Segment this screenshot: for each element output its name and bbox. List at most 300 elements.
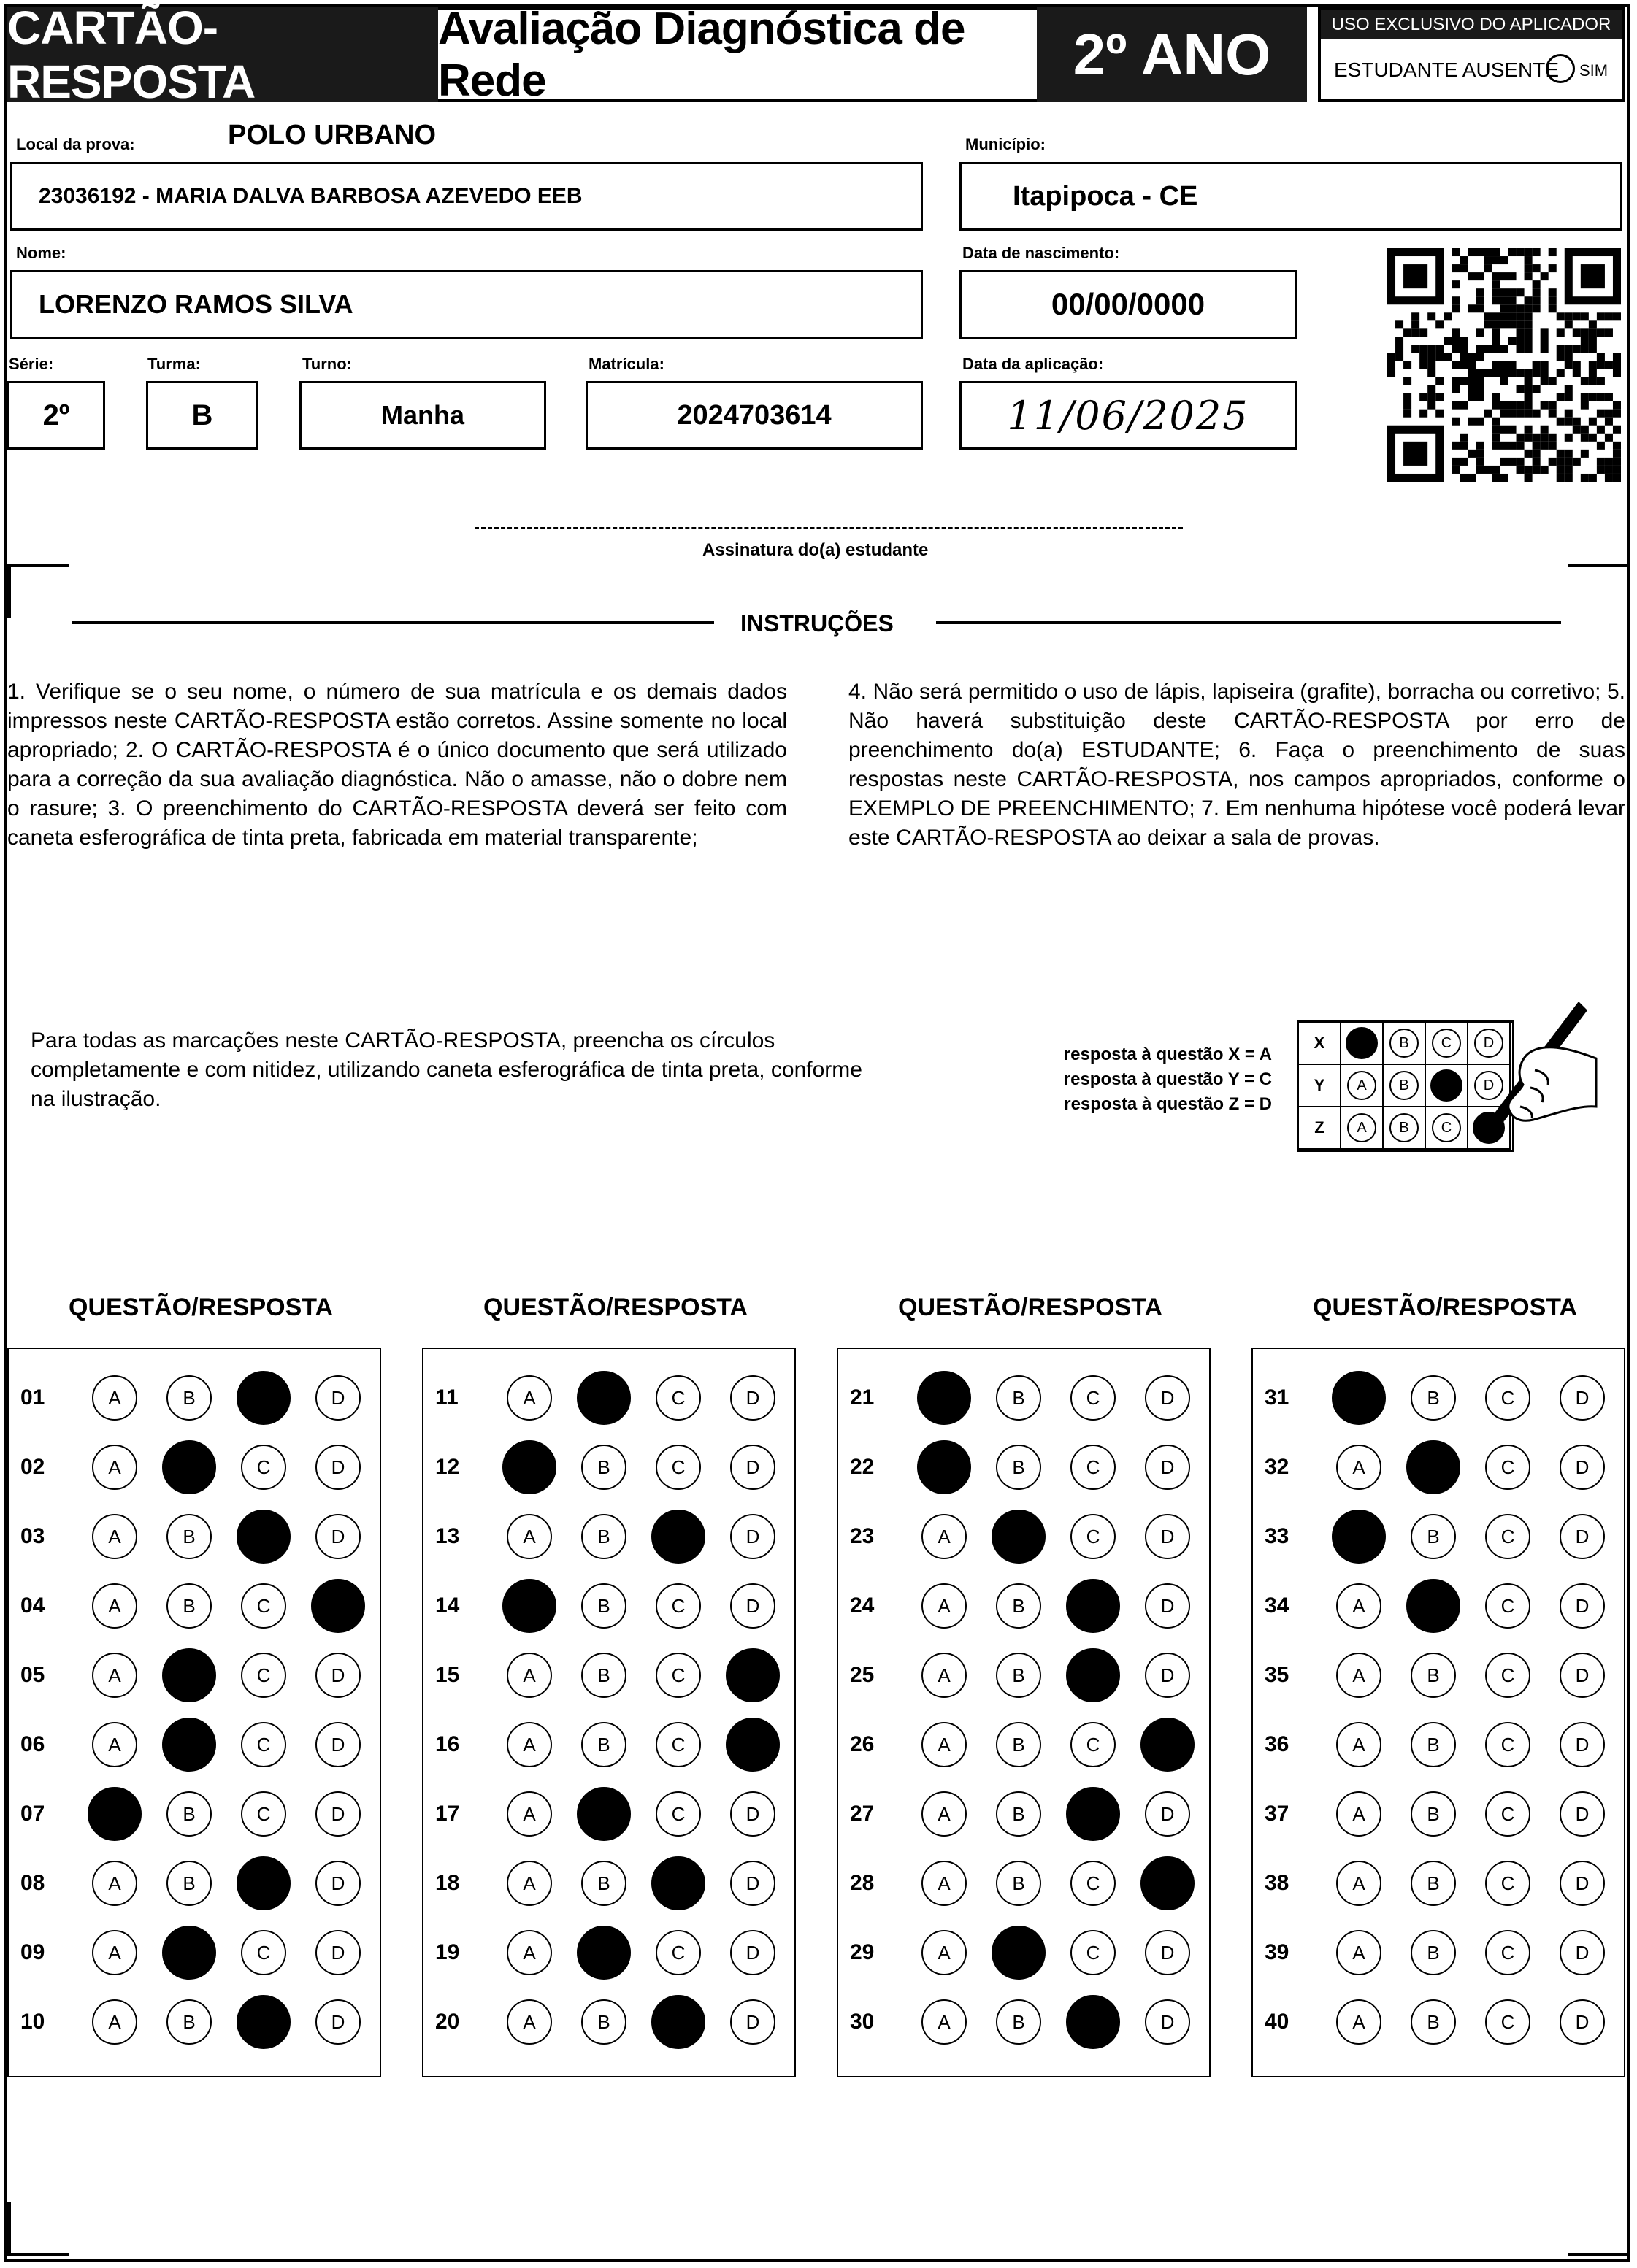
bubble-letter: C	[1500, 1733, 1515, 1756]
bubble-letter: C	[1500, 1941, 1515, 1964]
answer-bubble-b[interactable]	[162, 1926, 216, 1980]
bubble-letter: B	[597, 1872, 610, 1894]
example-line: resposta à questão Y = C	[1063, 1069, 1272, 1089]
answer-bubble-d[interactable]	[1560, 1861, 1605, 1906]
answer-bubble-c[interactable]	[1485, 1583, 1530, 1629]
answer-panel	[837, 1348, 1211, 2077]
answer-bubble-d[interactable]	[1140, 1718, 1195, 1772]
answer-bubble-a[interactable]	[921, 1930, 967, 1975]
serie-label: Série:	[9, 355, 54, 373]
bubble-letter: A	[523, 1802, 536, 1825]
answer-bubble-b[interactable]	[581, 1514, 626, 1559]
matricula-value: 2024703614	[677, 399, 832, 431]
bubble-letter: C	[256, 1733, 271, 1756]
answer-bubble-a[interactable]	[1336, 1791, 1381, 1837]
answer-bubble-a[interactable]	[92, 1583, 137, 1629]
answer-bubble-c[interactable]	[656, 1930, 701, 1975]
answer-bubble-b[interactable]	[992, 1510, 1046, 1564]
answer-bubble-b[interactable]	[996, 1791, 1041, 1837]
answer-bubble-c[interactable]	[1070, 1514, 1116, 1559]
answer-bubble-c[interactable]	[1070, 1930, 1116, 1975]
answer-bubble-d[interactable]	[1560, 1375, 1605, 1421]
answer-bubble-c[interactable]	[237, 1856, 291, 1910]
example-bubble-letter: C	[1441, 1119, 1452, 1136]
answer-bubble-d[interactable]	[1560, 1722, 1605, 1767]
bubble-letter: C	[671, 1594, 686, 1617]
answer-bubble-c[interactable]	[1070, 1375, 1116, 1421]
answer-bubble-b[interactable]	[577, 1787, 631, 1841]
answer-bubble-c[interactable]	[237, 1510, 291, 1564]
answer-bubble-a[interactable]	[507, 1861, 552, 1906]
answer-bubble-a[interactable]	[507, 1722, 552, 1767]
answer-bubble-a[interactable]	[921, 1653, 967, 1698]
answer-bubble-a[interactable]	[92, 1722, 137, 1767]
bubble-letter: B	[1012, 1456, 1025, 1478]
bubble-letter: C	[1500, 1802, 1515, 1825]
bubble-letter: A	[1352, 1802, 1365, 1825]
bubble-letter: D	[1575, 2010, 1590, 2033]
answer-bubble-b[interactable]	[581, 1861, 626, 1906]
answer-bubble-a[interactable]	[1336, 1861, 1381, 1906]
bubble-letter: C	[256, 1664, 271, 1686]
answer-bubble-b[interactable]	[1411, 1791, 1456, 1837]
answer-bubble-c[interactable]	[1066, 1579, 1120, 1633]
card-title: CARTÃO-RESPOSTA	[7, 7, 438, 102]
bubble-letter: A	[523, 2010, 536, 2033]
question-number: 05	[20, 1663, 45, 1687]
answer-bubble-a[interactable]	[92, 1930, 137, 1975]
answer-bubble-c[interactable]	[1485, 1722, 1530, 1767]
answer-bubble-b[interactable]	[162, 1648, 216, 1702]
example-bubble-letter: B	[1399, 1034, 1409, 1051]
answer-bubble-d[interactable]	[315, 1375, 361, 1421]
bubble-letter: D	[331, 1872, 345, 1894]
bubble-letter: A	[108, 1386, 121, 1409]
bubble-letter: A	[1352, 1872, 1365, 1894]
bubble-letter: A	[1352, 1594, 1365, 1617]
question-number: 18	[435, 1871, 460, 1895]
answer-header: QUESTÃO/RESPOSTA	[69, 1293, 334, 1321]
answer-bubble-a[interactable]	[921, 1583, 967, 1629]
bubble-letter: C	[1500, 1525, 1515, 1548]
answer-bubble-a[interactable]	[507, 1375, 552, 1421]
bubble-letter: D	[745, 1802, 760, 1825]
answer-bubble-d[interactable]	[315, 1791, 361, 1837]
example-cell	[1341, 1107, 1384, 1150]
corner-mark	[7, 2202, 69, 2256]
answer-bubble-d[interactable]	[1145, 1514, 1190, 1559]
bubble-letter: D	[331, 1941, 345, 1964]
answer-bubble-b[interactable]	[996, 1653, 1041, 1698]
answer-bubble-a[interactable]	[1332, 1371, 1386, 1425]
answer-bubble-a[interactable]	[917, 1440, 971, 1494]
exam-title: Avaliação Diagnóstica de Rede	[438, 7, 1037, 102]
answer-bubble-b[interactable]	[581, 1445, 626, 1490]
bubble-letter: D	[1160, 1525, 1175, 1548]
answer-bubble-b[interactable]	[1411, 1514, 1456, 1559]
question-number: 40	[1265, 2010, 1289, 2034]
answer-bubble-c[interactable]	[656, 1722, 701, 1767]
bubble-letter: A	[1352, 1456, 1365, 1478]
bubble-letter: A	[523, 1872, 536, 1894]
question-number: 31	[1265, 1385, 1289, 1410]
bubble-letter: D	[331, 1802, 345, 1825]
answer-bubble-a[interactable]	[507, 1930, 552, 1975]
nome-value: LORENZO RAMOS SILVA	[39, 289, 353, 319]
bubble-letter: B	[1012, 1872, 1025, 1894]
bubble-letter: D	[745, 2010, 760, 2033]
question-number: 38	[1265, 1871, 1289, 1895]
example-bubble-letter: C	[1441, 1034, 1452, 1051]
example-bubble	[1389, 1029, 1419, 1058]
answer-bubble-b[interactable]	[1411, 1999, 1456, 2045]
bubble-letter: C	[671, 1456, 686, 1478]
example-row-label: Y	[1299, 1065, 1341, 1107]
answer-bubble-d[interactable]	[1560, 1930, 1605, 1975]
instructions-right: 4. Não será permitido o uso de lápis, lapiseira (grafite), borracha ou corretivo; 5. Não haverá substituição deste CARTÃO-RESPOSTA por erro de preenchimento do(a) ESTUDANTE; 6. Faça o preenchimento de suas respostas neste CARTÃO-RESPOSTA, nos campos apropriados, conforme o EXEMPLO DE PREENCHIMENTO; 7. Em nenhuma hipótese você poderá levar este CARTÃO-RESPOSTA ao deixar a sala de provas.	[848, 680, 1625, 850]
example-bubble-letter: A	[1357, 1077, 1367, 1093]
answer-bubble-a[interactable]	[921, 1722, 967, 1767]
answer-header: QUESTÃO/RESPOSTA	[898, 1293, 1163, 1321]
answer-bubble-b[interactable]	[166, 1791, 212, 1837]
answer-bubble-d[interactable]	[315, 1999, 361, 2045]
answer-bubble-b[interactable]	[1411, 1930, 1456, 1975]
aplic-label: Data da aplicação:	[962, 355, 1104, 373]
answer-bubble-b[interactable]	[581, 1653, 626, 1698]
absent-bubble[interactable]	[1546, 54, 1575, 83]
municipio-value: Itapipoca - CE	[1013, 180, 1198, 212]
answer-bubble-c[interactable]	[241, 1583, 286, 1629]
bubble-letter: C	[1086, 1525, 1100, 1548]
answer-bubble-d[interactable]	[730, 1375, 775, 1421]
answer-bubble-a[interactable]	[1336, 1999, 1381, 2045]
answer-bubble-d[interactable]	[311, 1579, 365, 1633]
bubble-letter: B	[183, 1872, 196, 1894]
answer-bubble-d[interactable]	[315, 1930, 361, 1975]
turno-value: Manha	[380, 400, 464, 430]
question-number: 24	[850, 1594, 875, 1618]
answer-bubble-c[interactable]	[241, 1722, 286, 1767]
question-number: 12	[435, 1455, 460, 1479]
answer-bubble-b[interactable]	[996, 1861, 1041, 1906]
answer-bubble-a[interactable]	[1336, 1930, 1381, 1975]
aplic-field	[959, 381, 1297, 450]
instructions-title: INSTRUÇÕES	[740, 610, 894, 637]
answer-bubble-b[interactable]	[162, 1718, 216, 1772]
answer-bubble-c[interactable]	[1485, 1653, 1530, 1698]
answer-bubble-a[interactable]	[507, 1999, 552, 2045]
answer-bubble-a[interactable]	[921, 1514, 967, 1559]
instr-rule-right	[936, 621, 1561, 624]
answer-bubble-c[interactable]	[656, 1583, 701, 1629]
grade-title: 2º ANO	[1037, 7, 1307, 102]
bubble-letter: D	[745, 1456, 760, 1478]
answer-bubble-d[interactable]	[1560, 1445, 1605, 1490]
answer-bubble-c[interactable]	[1066, 1648, 1120, 1702]
answer-bubble-c[interactable]	[1485, 1445, 1530, 1490]
answer-bubble-b[interactable]	[166, 1861, 212, 1906]
bubble-letter: B	[1012, 1733, 1025, 1756]
question-number: 15	[435, 1663, 460, 1687]
answer-bubble-c[interactable]	[1485, 1930, 1530, 1975]
answer-bubble-b[interactable]	[992, 1926, 1046, 1980]
answer-bubble-a[interactable]	[92, 1514, 137, 1559]
answer-bubble-a[interactable]	[921, 1999, 967, 2045]
bubble-letter: A	[108, 1664, 121, 1686]
answer-bubble-c[interactable]	[1485, 1514, 1530, 1559]
bubble-letter: D	[1160, 2010, 1175, 2033]
answer-bubble-a[interactable]	[1336, 1653, 1381, 1698]
bubble-letter: B	[183, 1594, 196, 1617]
answer-bubble-c[interactable]	[241, 1791, 286, 1837]
answer-bubble-d[interactable]	[315, 1514, 361, 1559]
answer-bubble-d[interactable]	[1145, 1999, 1190, 2045]
school-name: 23036192 - MARIA DALVA BARBOSA AZEVEDO EEB	[39, 184, 583, 208]
serie-value: 2º	[42, 399, 70, 431]
question-number: 13	[435, 1524, 460, 1548]
example-cell	[1384, 1023, 1426, 1065]
bubble-letter: A	[523, 1525, 536, 1548]
answer-bubble-a[interactable]	[502, 1440, 556, 1494]
answer-bubble-a[interactable]	[507, 1653, 552, 1698]
bubble-letter: C	[1086, 1386, 1100, 1409]
answer-bubble-c[interactable]	[656, 1791, 701, 1837]
answer-bubble-a[interactable]	[507, 1514, 552, 1559]
answer-bubble-c[interactable]	[1066, 1787, 1120, 1841]
bubble-letter: A	[108, 1525, 121, 1548]
bubble-letter: B	[1012, 1386, 1025, 1409]
answer-bubble-c[interactable]	[237, 1371, 291, 1425]
answer-bubble-b[interactable]	[577, 1926, 631, 1980]
answer-bubble-d[interactable]	[730, 1514, 775, 1559]
answer-bubble-b[interactable]	[166, 1999, 212, 2045]
bubble-letter: D	[1575, 1525, 1590, 1548]
answer-bubble-c[interactable]	[656, 1445, 701, 1490]
turno-label: Turno:	[302, 355, 353, 373]
matricula-field	[586, 381, 923, 450]
answer-header: QUESTÃO/RESPOSTA	[1313, 1293, 1578, 1321]
bubble-letter: A	[1352, 1664, 1365, 1686]
answer-bubble-b[interactable]	[162, 1440, 216, 1494]
answer-bubble-d[interactable]	[730, 1791, 775, 1837]
example-bubble-letter: D	[1483, 1077, 1495, 1093]
bubble-letter: A	[108, 1456, 121, 1478]
answer-bubble-b[interactable]	[1411, 1375, 1456, 1421]
answer-bubble-d[interactable]	[315, 1445, 361, 1490]
answer-bubble-c[interactable]	[241, 1445, 286, 1490]
answer-header: QUESTÃO/RESPOSTA	[483, 1293, 748, 1321]
bubble-letter: A	[1352, 2010, 1365, 2033]
answer-bubble-b[interactable]	[581, 1999, 626, 2045]
answer-bubble-a[interactable]	[1336, 1445, 1381, 1490]
answer-bubble-b[interactable]	[996, 1583, 1041, 1629]
bubble-letter: B	[183, 1802, 196, 1825]
answer-bubble-c[interactable]	[656, 1653, 701, 1698]
bubble-letter: A	[108, 2010, 121, 2033]
answer-bubble-c[interactable]	[1485, 1791, 1530, 1837]
bubble-letter: A	[523, 1941, 536, 1964]
answer-bubble-a[interactable]	[507, 1791, 552, 1837]
instr-rule-left	[72, 621, 714, 624]
turno-field	[299, 381, 546, 450]
turma-field	[146, 381, 258, 450]
answer-panel	[422, 1348, 796, 2077]
answer-bubble-b[interactable]	[996, 1999, 1041, 2045]
bubble-letter: B	[183, 1386, 196, 1409]
bubble-letter: D	[1575, 1802, 1590, 1825]
answer-bubble-a[interactable]	[92, 1999, 137, 2045]
answer-bubble-a[interactable]	[917, 1371, 971, 1425]
answer-bubble-c[interactable]	[241, 1930, 286, 1975]
answer-bubble-c[interactable]	[1066, 1995, 1120, 2049]
bubble-letter: D	[1575, 1941, 1590, 1964]
answer-bubble-c[interactable]	[237, 1995, 291, 2049]
serie-field	[7, 381, 105, 450]
answer-bubble-b[interactable]	[1406, 1579, 1460, 1633]
bubble-letter: D	[1160, 1802, 1175, 1825]
bubble-letter: C	[1086, 1733, 1100, 1756]
aplic-handwritten: 11/06/2025	[1007, 392, 1249, 439]
question-number: 06	[20, 1732, 45, 1756]
answer-bubble-d[interactable]	[730, 1999, 775, 2045]
answer-bubble-c[interactable]	[651, 1510, 705, 1564]
answer-bubble-d[interactable]	[315, 1722, 361, 1767]
answer-bubble-a[interactable]	[502, 1579, 556, 1633]
answer-bubble-b[interactable]	[996, 1445, 1041, 1490]
answer-bubble-c[interactable]	[1070, 1861, 1116, 1906]
answer-bubble-b[interactable]	[996, 1375, 1041, 1421]
answer-bubble-b[interactable]	[1411, 1722, 1456, 1767]
answer-bubble-a[interactable]	[92, 1375, 137, 1421]
answer-bubble-b[interactable]	[166, 1375, 212, 1421]
bubble-letter: B	[597, 1733, 610, 1756]
answer-bubble-d[interactable]	[1145, 1930, 1190, 1975]
nasc-label: Data de nascimento:	[962, 244, 1120, 262]
bubble-letter: D	[331, 1733, 345, 1756]
answer-bubble-b[interactable]	[996, 1722, 1041, 1767]
answer-bubble-b[interactable]	[1406, 1440, 1460, 1494]
answer-bubble-d[interactable]	[730, 1445, 775, 1490]
answer-bubble-b[interactable]	[166, 1583, 212, 1629]
example-bubble	[1347, 1113, 1376, 1142]
answer-bubble-a[interactable]	[1336, 1583, 1381, 1629]
applicator-title: USO EXCLUSIVO DO APLICADOR	[1321, 10, 1622, 39]
answer-bubble-b[interactable]	[1411, 1861, 1456, 1906]
bubble-letter: A	[938, 1941, 951, 1964]
bubble-letter: A	[938, 2010, 951, 2033]
answer-bubble-c[interactable]	[1485, 1999, 1530, 2045]
answer-bubble-a[interactable]	[92, 1653, 137, 1698]
bubble-letter: A	[523, 1386, 536, 1409]
bubble-letter: A	[938, 1802, 951, 1825]
question-number: 26	[850, 1732, 875, 1756]
question-number: 39	[1265, 1940, 1289, 1964]
answer-bubble-d[interactable]	[1140, 1856, 1195, 1910]
bubble-letter: B	[1012, 2010, 1025, 2033]
question-number: 32	[1265, 1455, 1289, 1479]
answer-bubble-a[interactable]	[1336, 1722, 1381, 1767]
answer-bubble-d[interactable]	[315, 1653, 361, 1698]
absent-label: ESTUDANTE AUSENTE	[1334, 58, 1560, 81]
answer-bubble-b[interactable]	[577, 1371, 631, 1425]
answer-bubble-d[interactable]	[1560, 1791, 1605, 1837]
answer-bubble-b[interactable]	[166, 1514, 212, 1559]
answer-bubble-a[interactable]	[921, 1861, 967, 1906]
bubble-letter: D	[1575, 1733, 1590, 1756]
bubble-letter: B	[1427, 1941, 1440, 1964]
bubble-letter: C	[256, 1456, 271, 1478]
bubble-letter: C	[256, 1802, 271, 1825]
answer-bubble-a[interactable]	[1332, 1510, 1386, 1564]
answer-bubble-c[interactable]	[1485, 1861, 1530, 1906]
example-bubble-letter: A	[1357, 1119, 1367, 1136]
answer-bubble-d[interactable]	[1560, 1999, 1605, 2045]
bubble-letter: A	[108, 1594, 121, 1617]
example-line: resposta à questão X = A	[1063, 1045, 1272, 1064]
answer-bubble-d[interactable]	[1145, 1653, 1190, 1698]
bubble-letter: D	[331, 1664, 345, 1686]
answer-bubble-b[interactable]	[581, 1583, 626, 1629]
example-bubble	[1389, 1071, 1419, 1100]
nasc-value: 00/00/0000	[1051, 287, 1205, 321]
answer-bubble-a[interactable]	[921, 1791, 967, 1837]
answer-bubble-d[interactable]	[726, 1718, 780, 1772]
bubble-letter: C	[1500, 1456, 1515, 1478]
answer-bubble-c[interactable]	[651, 1856, 705, 1910]
answer-bubble-c[interactable]	[656, 1375, 701, 1421]
answer-bubble-d[interactable]	[726, 1648, 780, 1702]
bubble-letter: A	[108, 1872, 121, 1894]
bubble-letter: A	[108, 1941, 121, 1964]
answer-bubble-c[interactable]	[1070, 1722, 1116, 1767]
bubble-letter: A	[938, 1525, 951, 1548]
answer-bubble-d[interactable]	[1560, 1583, 1605, 1629]
answer-bubble-d[interactable]	[1145, 1375, 1190, 1421]
answer-bubble-d[interactable]	[1145, 1583, 1190, 1629]
bubble-letter: B	[1012, 1802, 1025, 1825]
answer-bubble-b[interactable]	[1411, 1653, 1456, 1698]
answer-bubble-a[interactable]	[88, 1787, 142, 1841]
question-number: 35	[1265, 1663, 1289, 1687]
question-number: 27	[850, 1802, 875, 1826]
answer-bubble-d[interactable]	[1145, 1445, 1190, 1490]
answer-bubble-d[interactable]	[1145, 1791, 1190, 1837]
corner-mark	[7, 564, 69, 618]
matricula-label: Matrícula:	[589, 355, 664, 373]
answer-bubble-c[interactable]	[651, 1995, 705, 2049]
bubble-letter: A	[938, 1594, 951, 1617]
answer-bubble-d[interactable]	[730, 1861, 775, 1906]
bubble-letter: D	[331, 2010, 345, 2033]
answer-bubble-d[interactable]	[730, 1583, 775, 1629]
answer-bubble-d[interactable]	[730, 1930, 775, 1975]
answer-bubble-b[interactable]	[581, 1722, 626, 1767]
answer-bubble-c[interactable]	[1485, 1375, 1530, 1421]
question-number: 16	[435, 1732, 460, 1756]
answer-bubble-c[interactable]	[1070, 1445, 1116, 1490]
example-cell	[1341, 1023, 1384, 1065]
answer-bubble-a[interactable]	[92, 1861, 137, 1906]
signature-label: Assinatura do(a) estudante	[702, 540, 929, 560]
answer-bubble-d[interactable]	[1560, 1514, 1605, 1559]
bubble-letter: C	[1086, 1872, 1100, 1894]
answer-bubble-a[interactable]	[92, 1445, 137, 1490]
answer-bubble-d[interactable]	[315, 1861, 361, 1906]
answer-bubble-c[interactable]	[241, 1653, 286, 1698]
absent-option: SIM	[1579, 61, 1609, 80]
question-number: 10	[20, 2010, 45, 2034]
answer-bubble-d[interactable]	[1560, 1653, 1605, 1698]
